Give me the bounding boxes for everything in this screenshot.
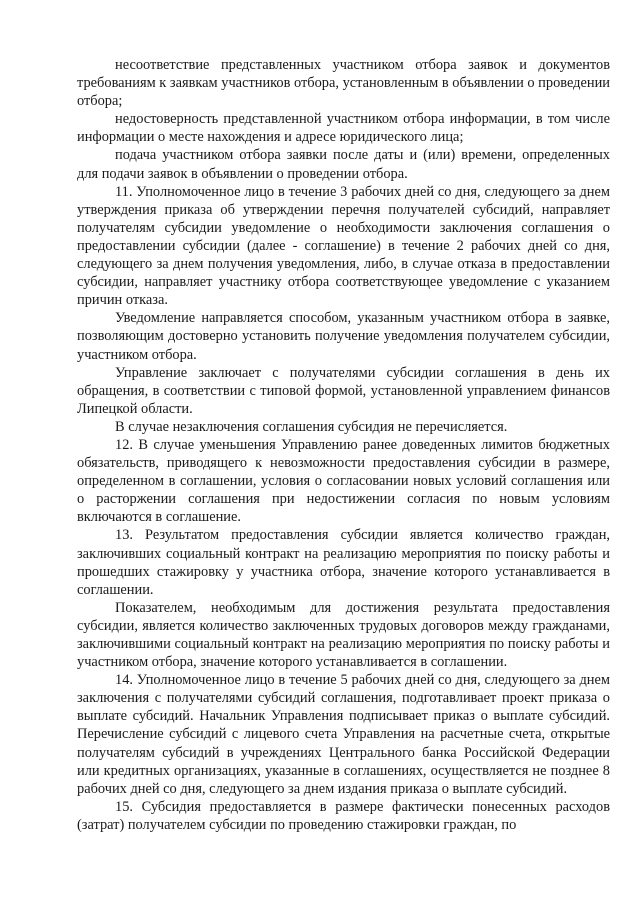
document-page bbox=[77, 56, 610, 834]
paragraph-item-11: 11. Уполномоченное лицо в течение 3 рабочих дней со дня, следующего за днем утверждения приказа об утверждении перечня получателей субсидий, направляет получателям субсидии уведомление о необходимости заключения соглашения о предоставлении субсидии (далее - соглашение) в течение 2 рабочих дней со дня, следующего за днем получения уведомления, либо, в случае отказа в предоставлении субсидии, направляет участнику отбора соответствующее уведомление с указанием причин отказа. bbox=[77, 183, 610, 309]
paragraph-false-information: недостоверность представленной участником отбора информации, в том числе информации о месте нахождения и адресе юридического лица; bbox=[77, 111, 610, 146]
paragraph-item-13: 13. Результатом предоставления субсидии является количество граждан, заключивших социальный контракт на реализацию мероприятия по поиску работы и прошедших стажировку у участника отбора, значение которого устанавливается в соглашении. bbox=[77, 527, 610, 598]
paragraph-agreement-conclusion: Управление заключает с получателями субсидии соглашения в день их обращения, в соответствии с типовой формой, установленной управлением финансов Липецкой области. bbox=[77, 364, 610, 417]
paragraph-item-15: 15. Субсидия предоставляется в размере фактически понесенных расходов (затрат) получателем субсидии по проведению стажировки граждан, по bbox=[77, 798, 610, 833]
paragraph-item-12: 12. В случае уменьшения Управлению ранее доведенных лимитов бюджетных обязательств, приводящего к невозможности предоставления субсидии в размере, определенном в соглашении, условия о согласовании новых условий соглашения или о расторжении соглашения при недостижении согласия по новым условиям включаются в соглашение. bbox=[77, 436, 610, 526]
paragraph-indicator: Показателем, необходимым для достижения результата предоставления субсидии, является количество заключенных трудовых договоров между гражданами, заключившими социальный контракт на реализацию мероприятия по поиску работы и участником отбора, значение которого устанавливается в соглашении. bbox=[77, 599, 610, 671]
paragraph-item-14: 14. Уполномоченное лицо в течение 5 рабочих дней со дня, следующего за днем заключения с получателями субсидий соглашения, подготавливает проект приказа о выплате субсидий. Начальник Управления подписывает приказ о выплате субсидий. Перечисление субсидий с лицевого счета Управления на расчетные счета, открытые получателям субсидий в учреждениях Центрального банка Российской Федерации или кредитных организациях, указанные в соглашениях, осуществляется не позднее 8 рабочих дней со дня, следующего за днем издания приказа о выплате субсидий. bbox=[77, 672, 610, 797]
paragraph-violation-requirements: несоответствие представленных участником отбора заявок и документов требованиям к заявкам участников отбора, установленным в объявлении о проведении отбора; bbox=[77, 57, 610, 110]
paragraph-notification-method: Уведомление направляется способом, указанным участником отбора в заявке, позволяющим достоверно установить получение уведомления получателем субсидии, участником отбора. bbox=[77, 310, 610, 363]
paragraph-no-agreement: В случае незаключения соглашения субсидия не перечисляется. bbox=[115, 418, 508, 435]
paragraph-late-submission: подача участником отбора заявки после даты и (или) времени, определенных для подачи заявок в объявлении о проведении отбора. bbox=[77, 147, 610, 182]
